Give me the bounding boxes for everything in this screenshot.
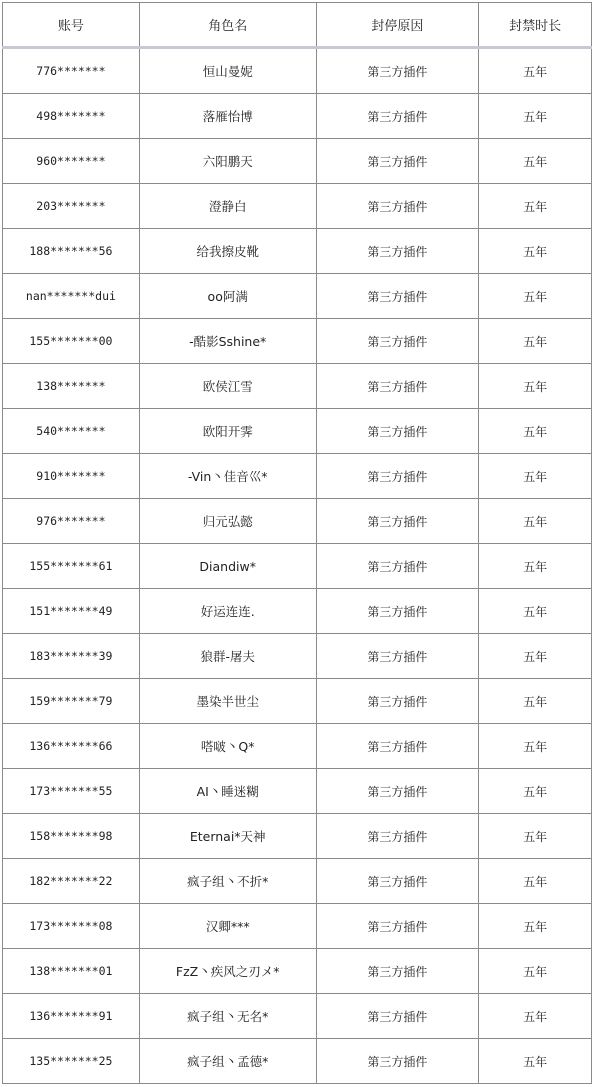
table-row xyxy=(3,724,592,769)
header-ban-reason: 封停原因 xyxy=(316,3,479,48)
cell-character-name: 给我擦皮靴 xyxy=(139,229,316,274)
cell-ban-duration: 五年 xyxy=(479,409,592,454)
cell-ban-duration: 五年 xyxy=(479,454,592,499)
table-row xyxy=(3,1039,592,1084)
cell-ban-duration: 五年 xyxy=(479,274,592,319)
cell-account: 155*******61 xyxy=(3,544,140,589)
cell-account: 155*******00 xyxy=(3,319,140,364)
cell-account: 173*******08 xyxy=(3,904,140,949)
cell-ban-duration: 五年 xyxy=(479,634,592,679)
cell-character-name: 归元弘懿 xyxy=(139,499,316,544)
cell-character-name: 六阳鹏天 xyxy=(139,139,316,184)
cell-ban-reason: 第三方插件 xyxy=(316,814,479,859)
cell-ban-duration: 五年 xyxy=(479,814,592,859)
cell-character-name: 嗒啵丶Q* xyxy=(139,724,316,769)
cell-character-name: 狼群-屠夫 xyxy=(139,634,316,679)
cell-account: 138*******01 xyxy=(3,949,140,994)
cell-account: 183*******39 xyxy=(3,634,140,679)
cell-account: 960******* xyxy=(3,139,140,184)
table-row xyxy=(3,274,592,319)
table-row xyxy=(3,814,592,859)
cell-account: 136*******91 xyxy=(3,994,140,1039)
cell-ban-reason: 第三方插件 xyxy=(316,769,479,814)
table-body xyxy=(3,48,592,1084)
cell-ban-reason: 第三方插件 xyxy=(316,139,479,184)
table-header-row xyxy=(3,3,592,48)
cell-character-name: AI丶睡迷糊 xyxy=(139,769,316,814)
table-row xyxy=(3,48,592,94)
cell-character-name: 疯子组丶不折* xyxy=(139,859,316,904)
cell-ban-reason: 第三方插件 xyxy=(316,499,479,544)
table-row xyxy=(3,634,592,679)
cell-ban-duration: 五年 xyxy=(479,229,592,274)
cell-ban-reason: 第三方插件 xyxy=(316,679,479,724)
cell-ban-duration: 五年 xyxy=(479,544,592,589)
cell-account: 776******* xyxy=(3,48,140,94)
cell-character-name: 澄静白 xyxy=(139,184,316,229)
cell-character-name: 落雁怡博 xyxy=(139,94,316,139)
cell-ban-reason: 第三方插件 xyxy=(316,1039,479,1084)
cell-account: 540******* xyxy=(3,409,140,454)
cell-character-name: -酷影Sshine* xyxy=(139,319,316,364)
cell-ban-duration: 五年 xyxy=(479,949,592,994)
cell-ban-reason: 第三方插件 xyxy=(316,724,479,769)
cell-account: 158*******98 xyxy=(3,814,140,859)
cell-ban-reason: 第三方插件 xyxy=(316,994,479,1039)
cell-account: 151*******49 xyxy=(3,589,140,634)
cell-ban-duration: 五年 xyxy=(479,769,592,814)
header-ban-duration: 封禁时长 xyxy=(479,3,592,48)
cell-ban-duration: 五年 xyxy=(479,364,592,409)
cell-character-name: oo阿满 xyxy=(139,274,316,319)
cell-account: nan*******dui xyxy=(3,274,140,319)
cell-ban-reason: 第三方插件 xyxy=(316,229,479,274)
table-row xyxy=(3,454,592,499)
cell-ban-reason: 第三方插件 xyxy=(316,319,479,364)
cell-ban-reason: 第三方插件 xyxy=(316,48,479,94)
cell-ban-duration: 五年 xyxy=(479,859,592,904)
cell-ban-reason: 第三方插件 xyxy=(316,949,479,994)
cell-account: 182*******22 xyxy=(3,859,140,904)
table-row xyxy=(3,139,592,184)
cell-character-name: Eternai*天神 xyxy=(139,814,316,859)
cell-ban-reason: 第三方插件 xyxy=(316,409,479,454)
cell-ban-duration: 五年 xyxy=(479,499,592,544)
table-row xyxy=(3,94,592,139)
cell-character-name: FzZ丶疾风之刃メ* xyxy=(139,949,316,994)
cell-character-name: Diandiw* xyxy=(139,544,316,589)
cell-ban-reason: 第三方插件 xyxy=(316,274,479,319)
cell-character-name: 好运连连. xyxy=(139,589,316,634)
table-row xyxy=(3,319,592,364)
cell-ban-duration: 五年 xyxy=(479,94,592,139)
cell-ban-reason: 第三方插件 xyxy=(316,454,479,499)
cell-ban-duration: 五年 xyxy=(479,589,592,634)
header-character-name: 角色名 xyxy=(139,3,316,48)
cell-character-name: 汉卿*** xyxy=(139,904,316,949)
table-row xyxy=(3,904,592,949)
cell-account: 159*******79 xyxy=(3,679,140,724)
cell-account: 203******* xyxy=(3,184,140,229)
table-row xyxy=(3,229,592,274)
cell-character-name: 墨染半世尘 xyxy=(139,679,316,724)
table-row xyxy=(3,859,592,904)
table-row xyxy=(3,769,592,814)
cell-ban-reason: 第三方插件 xyxy=(316,589,479,634)
table-row xyxy=(3,499,592,544)
cell-ban-reason: 第三方插件 xyxy=(316,184,479,229)
cell-ban-reason: 第三方插件 xyxy=(316,634,479,679)
cell-ban-duration: 五年 xyxy=(479,48,592,94)
cell-ban-duration: 五年 xyxy=(479,994,592,1039)
cell-ban-duration: 五年 xyxy=(479,724,592,769)
ban-list-table xyxy=(2,2,592,1084)
cell-account: 173*******55 xyxy=(3,769,140,814)
cell-ban-duration: 五年 xyxy=(479,904,592,949)
table-row xyxy=(3,679,592,724)
cell-account: 135*******25 xyxy=(3,1039,140,1084)
cell-ban-reason: 第三方插件 xyxy=(316,94,479,139)
cell-ban-duration: 五年 xyxy=(479,184,592,229)
table-row xyxy=(3,544,592,589)
table-row xyxy=(3,184,592,229)
table-row xyxy=(3,994,592,1039)
header-account: 账号 xyxy=(3,3,140,48)
cell-ban-duration: 五年 xyxy=(479,319,592,364)
cell-character-name: 疯子组丶无名* xyxy=(139,994,316,1039)
cell-character-name: 欧侯江雪 xyxy=(139,364,316,409)
table-row xyxy=(3,409,592,454)
cell-account: 910******* xyxy=(3,454,140,499)
cell-character-name: 疯子组丶孟德* xyxy=(139,1039,316,1084)
cell-character-name: 恒山曼妮 xyxy=(139,48,316,94)
cell-character-name: 欧阳开霁 xyxy=(139,409,316,454)
cell-account: 138******* xyxy=(3,364,140,409)
cell-ban-duration: 五年 xyxy=(479,1039,592,1084)
cell-account: 498******* xyxy=(3,94,140,139)
cell-account: 188*******56 xyxy=(3,229,140,274)
cell-ban-reason: 第三方插件 xyxy=(316,544,479,589)
table-row xyxy=(3,364,592,409)
table-row xyxy=(3,949,592,994)
cell-character-name: -Vin丶佳音巛* xyxy=(139,454,316,499)
cell-ban-reason: 第三方插件 xyxy=(316,859,479,904)
cell-ban-duration: 五年 xyxy=(479,679,592,724)
cell-ban-reason: 第三方插件 xyxy=(316,904,479,949)
table-row xyxy=(3,589,592,634)
cell-account: 136*******66 xyxy=(3,724,140,769)
cell-ban-reason: 第三方插件 xyxy=(316,364,479,409)
cell-account: 976******* xyxy=(3,499,140,544)
cell-ban-duration: 五年 xyxy=(479,139,592,184)
